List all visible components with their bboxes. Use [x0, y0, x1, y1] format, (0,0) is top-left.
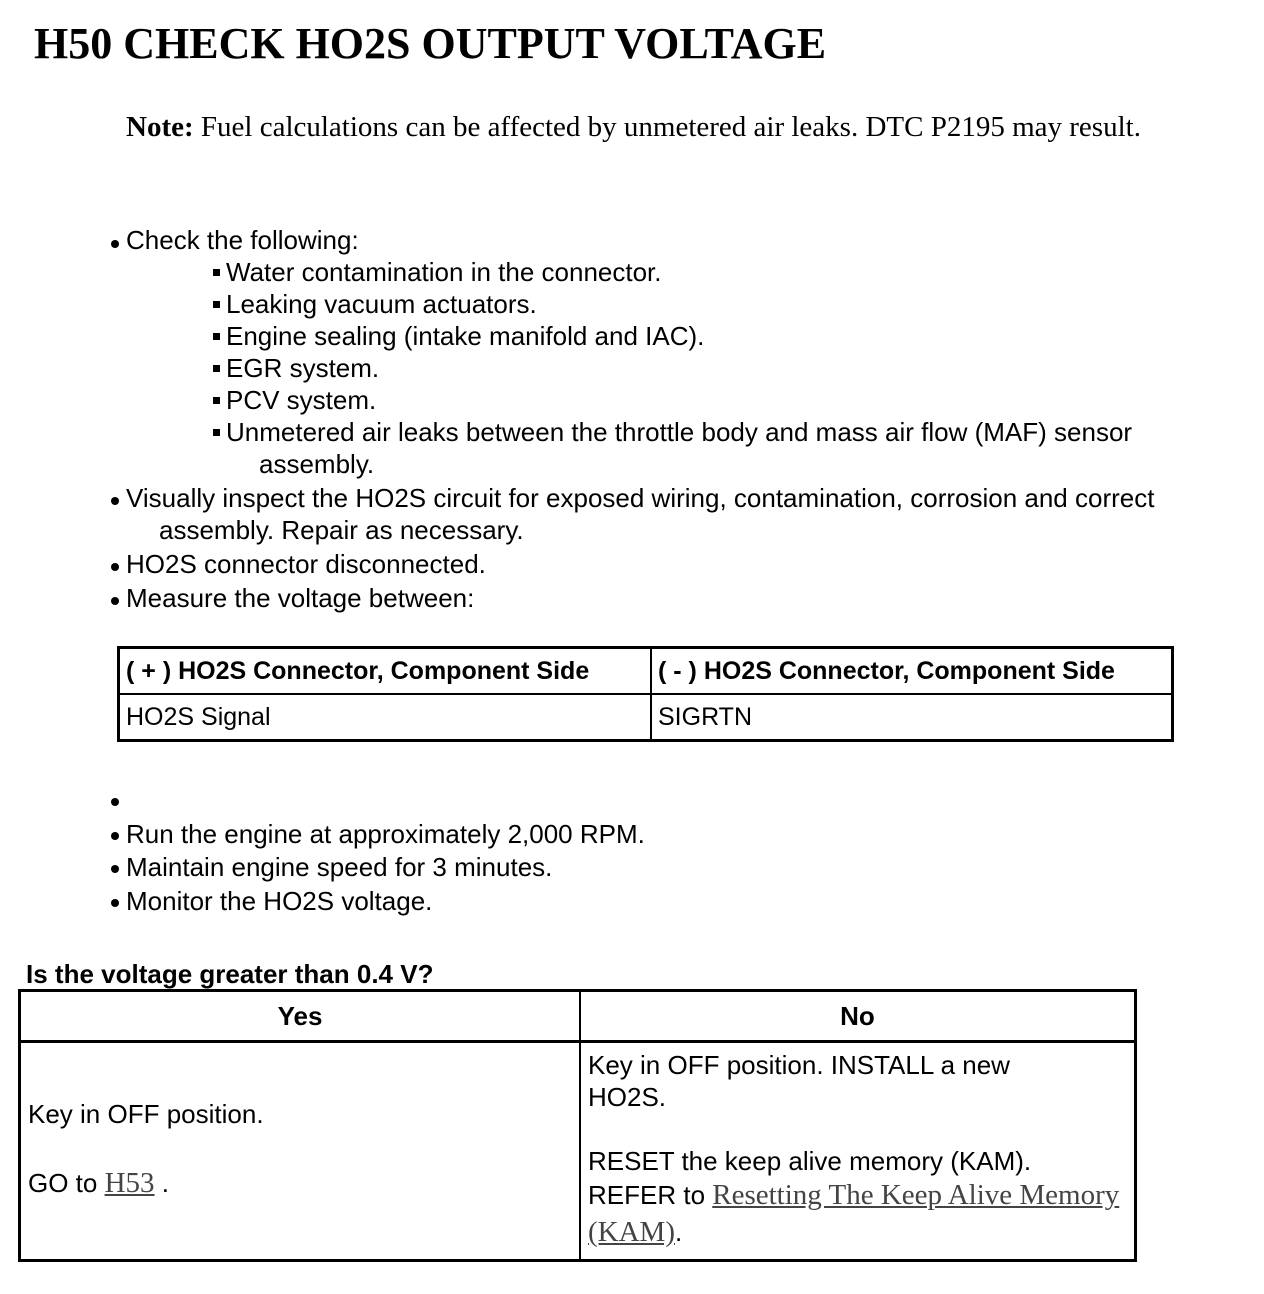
table-header-cell: ( - ) HO2S Connector, Component Side	[651, 648, 1173, 695]
bullet-icon	[111, 497, 119, 505]
table-header-row	[119, 648, 1173, 695]
check-item: EGR system.	[226, 353, 380, 383]
table-cell: SIGRTN	[651, 694, 1173, 741]
yes-cell	[20, 1042, 581, 1261]
bullet-icon	[111, 865, 119, 873]
check-item: Engine sealing (intake manifold and IAC).	[226, 321, 705, 351]
check-item: Water contamination in the connector.	[226, 257, 662, 287]
page-title: H50 CHECK HO2S OUTPUT VOLTAGE	[34, 19, 827, 68]
no-refer	[588, 1177, 1127, 1251]
square-bullet-icon	[213, 301, 220, 308]
square-bullet-icon	[213, 365, 220, 372]
bullet-icon	[111, 798, 119, 806]
bullet-icon	[111, 899, 119, 907]
check-item: Leaking vacuum actuators.	[226, 289, 537, 319]
goto-prefix: GO to	[28, 1168, 105, 1198]
no-line: RESET the keep alive memory (KAM).	[588, 1146, 1032, 1176]
visual-inspect-continuation: assembly. Repair as necessary.	[159, 515, 524, 545]
bullet-icon	[111, 597, 119, 605]
check-item: PCV system.	[226, 385, 377, 415]
table-row	[20, 1042, 1136, 1261]
connector-step: HO2S connector disconnected.	[126, 549, 486, 579]
table-header-row	[20, 991, 1136, 1042]
no-header: No	[580, 991, 1136, 1042]
refer-prefix: REFER to	[588, 1180, 713, 1210]
run-step: Maintain engine speed for 3 minutes.	[126, 852, 553, 882]
visual-inspect-step: Visually inspect the HO2S circuit for exposed wiring, contamination, corrosion and correct	[126, 483, 1155, 513]
square-bullet-icon	[213, 429, 220, 436]
refer-suffix: .	[675, 1217, 683, 1247]
check-intro: Check the following:	[126, 225, 359, 255]
note	[126, 108, 1226, 146]
check-item: Unmetered air leaks between the throttle body and mass air flow (MAF) sensor	[226, 417, 1133, 447]
square-bullet-icon	[213, 397, 220, 404]
table-cell: HO2S Signal	[119, 694, 652, 741]
bullet-icon	[111, 832, 119, 840]
run-step: Monitor the HO2S voltage.	[126, 886, 433, 916]
bullet-icon	[111, 563, 119, 571]
no-line: Key in OFF position. INSTALL a new HO2S.	[588, 1050, 1010, 1112]
resetting-kam-link[interactable]: Resetting The Keep Alive Memory (KAM)	[588, 1179, 1120, 1248]
note-label: Note:	[126, 111, 194, 143]
square-bullet-icon	[213, 333, 220, 340]
goto-h53-link[interactable]: H53	[104, 1167, 155, 1199]
yes-line: Key in OFF position.	[28, 1099, 264, 1129]
check-item-continuation: assembly.	[259, 449, 375, 479]
result-table	[18, 989, 1137, 1262]
yes-header: Yes	[20, 991, 581, 1042]
note-text: Fuel calculations can be affected by unmetered air leaks. DTC P2195 may result.	[193, 111, 1141, 143]
question: Is the voltage greater than 0.4 V?	[26, 959, 434, 989]
run-step: Run the engine at approximately 2,000 RPM.	[126, 819, 645, 849]
table-row	[119, 694, 1173, 741]
goto-suffix: .	[154, 1168, 169, 1198]
bullet-icon	[111, 240, 119, 248]
square-bullet-icon	[213, 269, 220, 276]
measure-step: Measure the voltage between:	[126, 583, 475, 613]
no-cell	[580, 1042, 1136, 1261]
table-header-cell: ( + ) HO2S Connector, Component Side	[119, 648, 652, 695]
yes-goto	[28, 1167, 572, 1199]
measurement-table	[117, 646, 1174, 742]
